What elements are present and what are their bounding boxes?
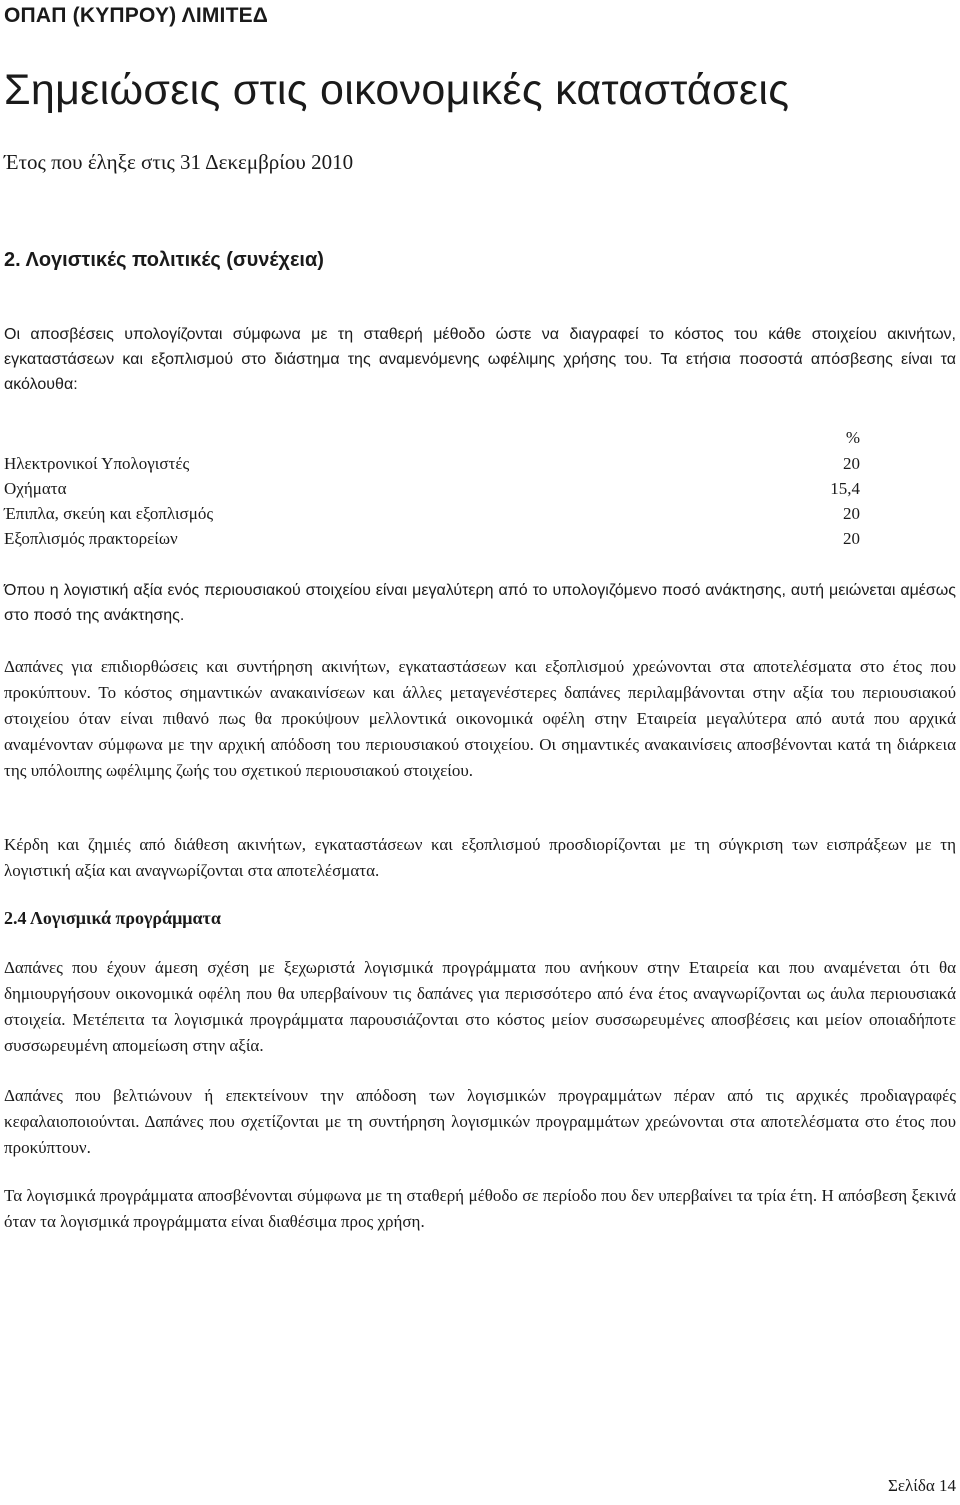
rate-row	[4, 454, 860, 478]
depreciation-intro-paragraph: Οι αποσβέσεις υπολογίζονται σύμφωνα με τη σταθερή μέθοδο ώστε να διαγραφεί το κόστος του κάθε στοιχείου ακινήτων, εγκαταστάσεων και εξοπλισμού στο διάστημα της αναμενόμενης ωφέλιμης χρήσης του. Τα ετήσια ποσοστά απόσβεσης είναι τα ακόλουθα:	[4, 326, 956, 393]
page-number: Σελίδα 14	[887, 1476, 956, 1495]
rate-value: 20	[843, 454, 860, 473]
period-line: Έτος που έληξε στις 31 Δεκεμβρίου 2010	[4, 150, 354, 174]
software-amortisation-paragraph: Τα λογισμικά προγράμματα αποσβένονται σύμφωνα με τη σταθερή μέθοδο σε περίοδο που δεν υπερβαίνει τα τρία έτη. Η απόσβεση ξεκινά όταν τα λογισμικά προγράμματα είναι διαθέσιμα προς χρήση.	[4, 1186, 956, 1231]
rates-column-header: %	[845, 428, 860, 447]
rate-label: Ηλεκτρονικοί Υπολογιστές	[4, 454, 190, 473]
rate-row	[4, 504, 860, 528]
rate-label: Έπιπλα, σκεύη και εξοπλισμός	[4, 504, 214, 523]
rate-row	[4, 529, 860, 553]
disposal-paragraph: Κέρδη και ζημιές από διάθεση ακινήτων, εγκαταστάσεων και εξοπλισμού προσδιορίζονται με τη σύγκριση των εισπράξεων με τη λογιστική αξία και αναγνωρίζονται στα αποτελέσματα.	[4, 835, 956, 880]
rate-label: Εξοπλισμός πρακτορείων	[4, 529, 178, 548]
impairment-paragraph: Όπου η λογιστική αξία ενός περιουσιακού στοιχείου είναι μεγαλύτερη από το υπολογιζόμενο ποσό ανάκτησης, αυτή μειώνεται αμέσως στο ποσό της ανάκτησης.	[4, 582, 956, 624]
rate-value: 20	[843, 504, 860, 523]
rate-value: 20	[843, 529, 860, 548]
repairs-paragraph: Δαπάνες για επιδιορθώσεις και συντήρηση ακινήτων, εγκαταστάσεων και εξοπλισμού χρεώνονται στα αποτελέσματα στο έτος που προκύπτουν. Το κόστος σημαντικών ανακαινίσεων και άλλες μεταγενέστερες δαπάνες περιλαμβάνονται στην αξία του περιουσιακού στοιχείου όταν είναι πιθανό πως θα προκύψουν μελλοντικά οικονομικά οφέλη στην Εταιρεία μεγαλύτερα από αυτά που αρχικά αναμένονταν σύμφωνα με την αρχική απόδοση του περιουσιακού στοιχείου. Οι σημαντικές ανακαινίσεις αποσβένονται κατά τη διάρκεια της υπόλοιπης ωφέλιμης ζωής του σχετικού περιουσιακού στοιχείου.	[4, 657, 956, 780]
rate-value: 15,4	[830, 479, 860, 498]
section-heading: 2. Λογιστικές πολιτικές (συνέχεια)	[4, 249, 324, 271]
software-paragraph: Δαπάνες που έχουν άμεση σχέση με ξεχωριστά λογισμικά προγράμματα που ανήκουν στην Εταιρεία και που αναμένεται ότι θα δημιουργήσουν οικονομικά οφέλη που θα υπερβαίνουν τις δαπάνες για περισσότερο από ένα έτος αναγνωρίζονται ως άυλα περιουσιακά στοιχεία. Μετέπειτα τα λογισμικά προγράμματα παρουσιάζονται στο κόστος μείον συσσωρευμένες αποσβέσεις και μείον οποιαδήποτε συσσωρευμένη απομείωση στην αξία.	[4, 958, 956, 1055]
rate-row	[4, 479, 860, 503]
rate-label: Οχήματα	[4, 479, 67, 498]
software-improvements-paragraph: Δαπάνες που βελτιώνουν ή επεκτείνουν την απόδοση των λογισμικών προγραμμάτων πέραν από τις αρχικές προδιαγραφές κεφαλαιοποιούνται. Δαπάνες που σχετίζονται με τη συντήρηση λογισμικών προγραμμάτων χρεώνονται στα αποτελέσματα στο έτος που προκύπτουν.	[4, 1086, 956, 1157]
software-heading: 2.4 Λογισμικά προγράμματα	[4, 908, 221, 928]
company-name: ΟΠΑΠ (ΚΥΠΡΟΥ) ΛΙΜΙΤΕΔ	[4, 4, 269, 27]
page-title: Σημειώσεις στις οικονομικές καταστάσεις	[4, 66, 790, 114]
